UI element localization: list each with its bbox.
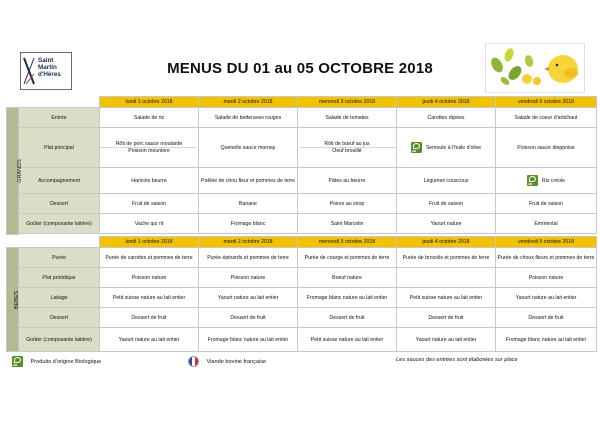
- day-header: vendredi 5 octobre 2018: [496, 97, 597, 108]
- menu-cell: Poisson nature: [496, 268, 597, 288]
- menu-cell: Petit suisse nature au lait entier: [298, 328, 397, 352]
- grands-menu-table: [6, 96, 597, 235]
- menu-cell: Fromage blanc: [199, 214, 298, 234]
- menu-cell: AB Semoule à l'huile d'olive: [397, 128, 496, 168]
- day-header: mercredi 3 octobre 2018: [298, 237, 397, 248]
- menu-cell: Rôti de porc sauce moutarde Poisson meunière: [100, 128, 199, 168]
- category-label: Purée: [19, 248, 100, 268]
- organic-label-icon: AB: [12, 356, 23, 367]
- menu-cell: Yaourt nature: [397, 214, 496, 234]
- menu-cell: Yaourt nature au lait entier: [100, 328, 199, 352]
- menu-cell: Légumes couscous: [397, 168, 496, 194]
- city-logo: [20, 52, 72, 90]
- menu-cell: Salade de betteraves rouges: [199, 108, 298, 128]
- category-label: Goûter (composante laitière): [19, 328, 100, 352]
- section-label-bebes: BEBES: [7, 248, 19, 352]
- menu-cell: Purée de choux fleurs et pommes de terre: [496, 248, 597, 268]
- day-header: mardi 2 octobre 2018: [199, 237, 298, 248]
- menu-cell: Salade de coeur d'artichaut: [496, 108, 597, 128]
- day-header: mercredi 3 octobre 2018: [298, 97, 397, 108]
- table-row: [7, 194, 597, 214]
- menu-cell: Fromage blanc nature au lait entier: [298, 288, 397, 308]
- day-header: jeudi 4 octobre 2018: [397, 97, 496, 108]
- menu-cell: Poisson nature: [100, 268, 199, 288]
- table-row: [7, 214, 597, 234]
- logo-text: Saint Martin d'Hères: [38, 57, 61, 78]
- legend-viande: [188, 356, 266, 367]
- legend-bio: [12, 356, 101, 367]
- table-row: [7, 108, 597, 128]
- day-header: jeudi 4 octobre 2018: [397, 237, 496, 248]
- day-header: lundi 1 octobre 2018: [100, 237, 199, 248]
- table-row: [7, 168, 597, 194]
- organic-label-icon: AB: [411, 142, 422, 153]
- category-label: Dessert: [19, 308, 100, 328]
- menu-cell: Salade de tomates: [298, 108, 397, 128]
- menu-cell: Poêlée de chou fleur et pommes de terre: [199, 168, 298, 194]
- day-header-row: [7, 237, 597, 248]
- category-label: Plat protidique: [19, 268, 100, 288]
- day-header: lundi 1 octobre 2018: [100, 97, 199, 108]
- menu-cell: Dessert de fruit: [298, 308, 397, 328]
- table-row: [7, 308, 597, 328]
- category-label: Plat principal: [19, 128, 100, 168]
- day-header: mardi 2 octobre 2018: [199, 97, 298, 108]
- menu-cell: Petit suisse nature au lait entier: [100, 288, 199, 308]
- menu-cell: Pâtes au beurre: [298, 168, 397, 194]
- menu-cell: Poires au sirop: [298, 194, 397, 214]
- menu-cell: Fromage blanc nature au lait entier: [496, 328, 597, 352]
- menu-cell: Vache qui rit: [100, 214, 199, 234]
- table-row: [7, 268, 597, 288]
- menu-cell: Salade de riz: [100, 108, 199, 128]
- menu-cell: Purée de brocolis et pommes de terre: [397, 248, 496, 268]
- menu-cell: Poisson sauce dieppoise: [496, 128, 597, 168]
- category-label: Accompagnement: [19, 168, 100, 194]
- chick-leaves-illustration-icon: [485, 43, 585, 93]
- day-header: vendredi 5 octobre 2018: [496, 237, 597, 248]
- menu-cell: Fruit de saison: [496, 194, 597, 214]
- menu-cell: Dessert de fruit: [199, 308, 298, 328]
- menu-cell: AB Riz créole: [496, 168, 597, 194]
- table-row: [7, 288, 597, 308]
- french-flag-icon: [188, 356, 199, 367]
- menu-cell: Saint Marcelin: [298, 214, 397, 234]
- menu-cell: Fruit de saison: [397, 194, 496, 214]
- legend-sauces: Les sauces des entrées sont élaborées sur place: [396, 357, 518, 363]
- menu-cell: Yaourt nature au lait entier: [496, 288, 597, 308]
- menu-cell: Carottes râpées: [397, 108, 496, 128]
- legend-bio-text: Produits d'origine Biologique: [30, 358, 102, 365]
- legend-viande-text: Viande bovine française: [206, 358, 267, 365]
- table-row: [7, 328, 597, 352]
- menu-cell: Yaourt nature au lait entier: [199, 288, 298, 308]
- category-label: Dessert: [19, 194, 100, 214]
- menu-cell: Purée épinards et pommes de terre: [199, 248, 298, 268]
- menu-cell: Haricots beurre: [100, 168, 199, 194]
- category-label: Laitage: [19, 288, 100, 308]
- menu-cell: Banane: [199, 194, 298, 214]
- category-label: Entrée: [19, 108, 100, 128]
- table-row: [7, 248, 597, 268]
- menu-cell: Purée de courge et pommes de terre: [298, 248, 397, 268]
- menu-cell: Poisson nature: [199, 268, 298, 288]
- menu-cell: Fruit de saison: [100, 194, 199, 214]
- menu-cell: Dessert de fruit: [100, 308, 199, 328]
- menu-cell: Petit suisse nature au lait entier: [397, 288, 496, 308]
- category-label: Goûter (composante laitière): [19, 214, 100, 234]
- menu-cell: Quenelle sauce mornay: [199, 128, 298, 168]
- menu-cell: Yaourt nature au lait entier: [397, 328, 496, 352]
- page-title: MENUS DU 01 au 05 OCTOBRE 2018: [167, 60, 433, 77]
- menu-cell: Fromage blanc nature au lait entier: [199, 328, 298, 352]
- menu-cell: Purée de carottes et pommes de terre: [100, 248, 199, 268]
- menu-cell: Dessert de fruit: [496, 308, 597, 328]
- menu-cell: Boeuf nature: [298, 268, 397, 288]
- organic-label-icon: AB: [527, 175, 538, 186]
- menu-cell: Rôti de bœuf au jus Oeuf brouillé: [298, 128, 397, 168]
- menu-cell: Emmental: [496, 214, 597, 234]
- menu-cell: Dessert de fruit: [397, 308, 496, 328]
- day-header-row: [7, 97, 597, 108]
- menu-cell: [397, 268, 496, 288]
- section-label-grands: GRANDS: [7, 108, 19, 235]
- bebes-menu-table: [6, 236, 597, 352]
- table-row: [7, 128, 597, 168]
